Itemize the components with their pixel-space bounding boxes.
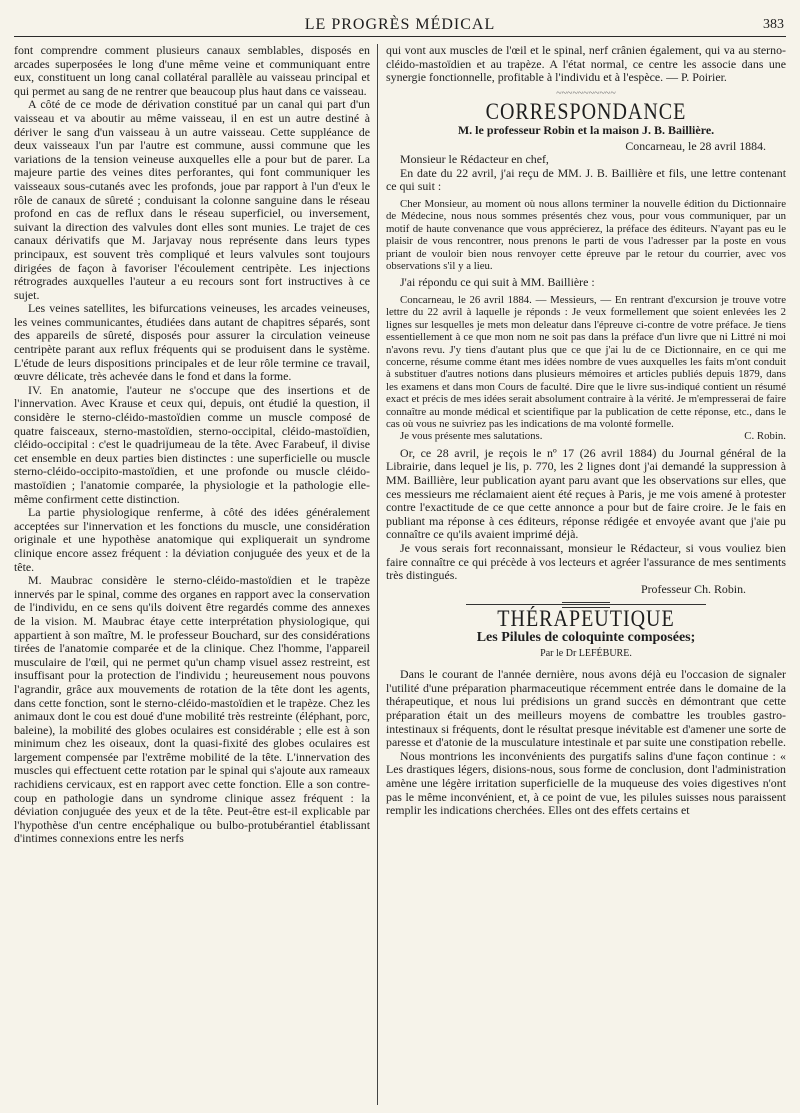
correspondance-title: CORRESPONDANCE bbox=[485, 99, 687, 125]
ornament-divider: ~~~~~~~~~~~ bbox=[556, 87, 616, 99]
left-paragraph-1: font comprendre comment plusieurs canaux semblables, disposés en arcades superposées le long d'une même veine et communiquant entre eux, constituent un long canal collatéral parallèle au vaisseau principal et qui permet au sang de ne rentrer que beaucoup plus haut dans ce vaisseau. bbox=[14, 44, 370, 98]
letter-paragraph-2: J'ai répondu ce qui suit à MM. Baillière : bbox=[400, 275, 595, 290]
letter-paragraph-1: En date du 22 avril, j'ai reçu de MM. J. B. Baillière et fils, une lettre contenant ce qui suit : bbox=[386, 165, 786, 194]
letter-paragraph-4: Je vous serais fort reconnaissant, monsieur le Rédacteur, si vous vouliez bien faire connaître ce qui précède à vos lecteurs et agréer l'assurance de mes sentiments très distingués. bbox=[386, 541, 786, 583]
letter-quote-1: Cher Monsieur, au moment où nous allons terminer la nouvelle édition du Dictionnaire de Médecine, nous nous sommes présentés chez vous, pour vous communiquer, par un motif de haute convenance que vous apprécierez, la préface des éditeurs. N'ayant pas eu le plaisir de vous rencontrer, nous prenons le parti de vous l'adresser par la poste en vous priant de vouloir bien nous renvoyer cette épreuve par le retour du courrier, avec vos observations s'il y a lieu. bbox=[386, 197, 786, 272]
therapeutique-title: THÉRAPEUTIQUE bbox=[497, 606, 675, 632]
letter-signature: Professeur Ch. Robin. bbox=[640, 581, 746, 596]
left-paragraph-6: M. Maubrac considère le sterno-cléido-mastoïdien et le trapèze innervés par le spinal, comme des organes en rapport avec la conservation de l'individu, en ce sens qu'ils doivent être regardés comme des annexes de la vision. M. Maubrac étaye cette interprétation physiologique, qui appartient à son maître, M. le professeur Bouchard, sur des considérations tirées de l'anatomie comparée et de la clinique. Chez l'homme, l'appareil musculaire de l'œil, qui ne permet qu'un champ visuel assez restreint, est insuffisant pour la protection de l'individu ; heureusement nous pouvons l'agrandir, grâce aux mouvements de rotation de la tête dont les agents, dans cette fonction, sont le sterno-cléido-mastoïdien et le trapèze. Chez les animaux dont le cou est doué d'une mobilité très restreinte (éléphant, porc, baleine), la mobilité des globes oculaires est considérable ; elle est à son minimum chez les oiseaux, dont la quasi-fixité des globes oculaires est largement compensée par l'extrême mobilité de la tête. L'innervation des muscles qui effectuent cette rotation par le spinal qui s'ajoute aux rameaux rachidiens cervicaux, est en rapport avec cette fonction. Elle a son contre-coup en pathologie dans un syndrome clinique assez fréquent : la déviation conjuguée des yeux et de la tête. Peut-être est-il explicable par l'hypothèse d'un centre encéphalique ou bulbo-protubérantiel établissant d'intimes connexions entre les nerfs bbox=[14, 573, 370, 846]
journal-title: LE PROGRÈS MÉDICAL bbox=[304, 16, 496, 33]
left-paragraph-2: A côté de ce mode de dérivation constitué par un canal qui part d'un vaisseau et va aboutir au même vaisseau, il en est un autre destiné à dériver le sang d'un vaisseau à un autre vaisseau. Cette suppléance de deux vaisseaux l'un par l'autre est commune, aussi commune que les variations de la tension veineuse auxquelles elle a pour but de parer. La majeure partie des veines dites perforantes, qui font communiquer les vaisseaux sous-cutanés avec les profonds, joue par rapport à l'un d'eux le rôle de canaux de sûreté ; conduisant la colonne sanguine dans le réseau profond en cas de reflux dans le réseau superficiel, ou inversement, suivant la direction des valvules dont elles sont munies. Le trajet de ces canaux dérivatifs que M. Jarjavay nous représente dans leurs types principaux, est souvent très compliqué et leurs valvules sont toujours dirigées de façon à favoriser l'écoulement centripète. Les injections rétrogrades auxquelles l'auteur a eu recours sont fort instructives à ce sujet. bbox=[14, 97, 370, 302]
letter-date: Concarneau, le 28 avril 1884. bbox=[625, 138, 766, 153]
therapeutique-byline: Par le Dr LEFÉBURE. bbox=[540, 647, 632, 659]
page-number: 383 bbox=[763, 17, 784, 32]
left-paragraph-5: La partie physiologique renferme, à côté des idées généralement acceptées sur l'innervation et les fonctions du muscle, une considération originale et une hypothèse anatomique qui expliquerait un syndrome clinique encore assez fréquent : la déviation conjuguée des yeux et de la tête. bbox=[14, 505, 370, 574]
letter-salutation: Monsieur le Rédacteur en chef, bbox=[400, 152, 549, 167]
right-column bbox=[386, 44, 786, 1107]
column-divider bbox=[377, 44, 378, 1105]
quote-2-closing: Je vous présente mes salutations. bbox=[400, 430, 543, 443]
page-header bbox=[14, 14, 786, 37]
letter-quote-2: Concarneau, le 26 avril 1884. — Messieurs, — En rentrant d'excursion je trouve votre lettre du 22 avril à laquelle je réponds : Je veux formellement que soient enlevées les 2 lignes sur lesquelles je mets mon deleatur dans l'épreuve ci-contre de votre préface. Je tiens essentiellement à ce que mon nom ne soit pas dans la préface d'un livre que ni Littré ni moi n'avons revu. J'y tiens d'autant plus que ce que j'ai lu de ce Dictionnaire, en ce qui me concerne, résume comme étant mes idées nombre de vues auxquelles les faits m'ont conduit à substituer d'autres notions dans plusieurs mémoires et articles publiés depuis 1879, dans les examens et dans mon Cours de faculté. Dire que le livre sus-indiqué contient un résumé exact et précis de mes idées serait absolument contraire à la vérité. Je m'empresserai de faire connaître au monde médical et scientifique par la publication de cette réponse, etc., dans le cas où vous ne suivriez pas les indications de ma volonté formelle. bbox=[386, 293, 786, 431]
left-column bbox=[14, 44, 370, 1107]
therapeutique-paragraph-1: Dans le courant de l'année dernière, nous avons déjà eu l'occasion de signaler l'utilité d'une préparation pharmaceutique récemment entrée dans le domaine de la thérapeutique, et nous lui prédisions un grand succès en démontrant que cette préparation était un des meilleurs moyens de combattre les troubles gastro-intestinaux si fréquents, dont le résultat presque inévitable est d'amener une sorte de paresse et d'atonie de la musculature intestinale et par suite une constipation rebelle. bbox=[386, 667, 786, 750]
therapeutique-subtitle: Les Pilules de coloquinte composées; bbox=[476, 629, 696, 645]
left-paragraph-3: Les veines satellites, les bifurcations veineuses, les arcades veineuses, les veines communicantes, étudiées dans autant de chapitres séparés, sont des appareils de sûreté, disposés pour assurer la circulation veineuse centripète parant aux reflux fréquents qui se produisent dans le système. L'étude de leurs dispositions principales et de leur rôle termine ce travail, œuvre délicate, très achevée dans le fond et dans la forme. bbox=[14, 301, 370, 384]
therapeutique-paragraph-2: Nous montrions les inconvénients des purgatifs salins d'une façon continue : « Les drastiques légers, disions-nous, sous forme de conclusion, dont l'administration amène une légère irritation superficielle de la muqueuse des voies digestives n'ont pas le même inconvénient, et, à ce point de vue, les pilules suisses nous paraissent remplir les indications cherchées. Elles ont des effets certains et bbox=[386, 748, 786, 818]
correspondance-subtitle: M. le professeur Robin et la maison J. B. Baillière. bbox=[457, 122, 715, 137]
right-intro: qui vont aux muscles de l'œil et le spinal, nerf crânien également, qui va au sterno-cléido-mastoïdien et au trapèze. A l'état normal, ce centre les associe dans une synergie fonctionnelle, profitable à l'individu et à l'espèce. — P. Poirier. bbox=[386, 44, 786, 85]
quote-2-signature: C. Robin. bbox=[744, 430, 786, 443]
letter-paragraph-3: Or, ce 28 avril, je reçois le nº 17 (26 avril 1884) du Journal général de la Librairie, dans lequel je lis, p. 770, les 2 lignes dont j'ai demandé la suppression à MM. Baillière, leur publication ayant paru avant que les observations sur elles, que ces messieurs me réclamaient aient été reçues à Paris, je me vois amené à protester contre l'exactitude de ce que cette annonce a pour but de faire croire. Je le fais en publiant ma réponse à ces éditeurs, réponse rédigée et envoyée avant que j'aie pu connaître ce qu'ils avaient imprimé déjà. bbox=[386, 445, 786, 542]
left-paragraph-4: IV. En anatomie, l'auteur ne s'occupe que des insertions et de l'innervation. Avec Krause et ceux qui, depuis, ont étudié la question, il considère le sterno-cléido-mastoïdien comme un muscle composé de quatre faisceaux, sterno-mastoïdien, sterno-occipital, cléido-mastoïdien, cléido-occipital : c'est le quadrijumeau de la tête. Avec Farabeuf, il divise cet ensemble en deux parties bien distinctes : une superficielle ou muscle sterno-cléido-occipito-mastoïdien, et une profonde ou muscle cléido-mastoïdien ; l'anatomie comparée, la physiologie et la pathologie elle-même confirment cette distinction. bbox=[14, 382, 370, 506]
